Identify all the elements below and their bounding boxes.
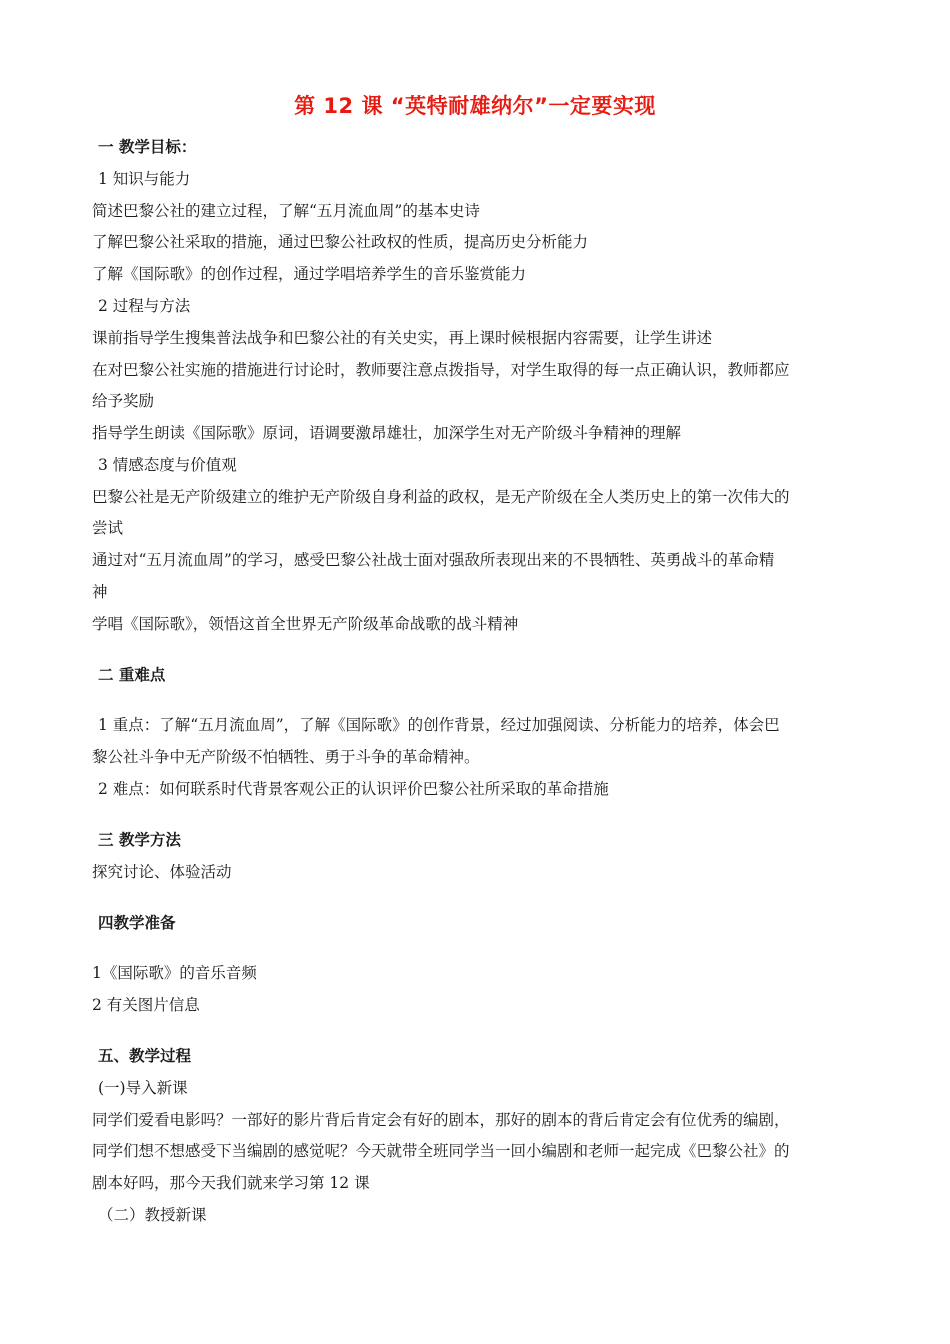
paragraph: 探究讨论、体验活动 [92,863,232,881]
paragraph: 巴黎公社是无产阶级建立的维护无产阶级自身利益的政权，是无产阶级在全人类历史上的第一次伟大的 [92,488,790,506]
paragraph: 指导学生朗读《国际歌》原词，语调要激昂雄壮，加深学生对无产阶级斗争精神的理解 [92,424,682,442]
paragraph-continued: 尝试 [92,519,124,537]
section-heading-objectives: 一 教学目标： [98,138,197,156]
page-title: 第 12 课 “英特耐雄纳尔”一定要实现 [294,94,656,118]
subheading-process: 2 过程与方法 [98,297,191,315]
subheading-intro: (一)导入新课 [98,1079,188,1097]
list-item: 2 有关图片信息 [92,996,200,1014]
section-heading-key-points: 二 重难点 [98,666,166,684]
paragraph: 在对巴黎公社实施的措施进行讨论时，教师要注意点拨指导，对学生取得的每一点正确认识，教师都应 [92,361,790,379]
subheading-knowledge: 1 知识与能力 [98,170,191,188]
paragraph-continued: 黎公社斗争中无产阶级不怕牺牲、勇于斗争的革命精神。 [92,748,480,766]
section-heading-preparation: 四教学准备 [98,914,176,932]
section-heading-process: 五、教学过程 [98,1047,192,1065]
paragraph-continued: 神 [92,583,108,601]
paragraph: 通过对“五月流血周”的学习，感受巴黎公社战士面对强敌所表现出来的不畏牺牲、英勇战斗的革命精 [92,551,775,569]
paragraph: 学唱《国际歌》，领悟这首全世界无产阶级革命战歌的战斗精神 [92,615,519,633]
paragraph: 2 难点：如何联系时代背景客观公正的认识评价巴黎公社所采取的革命措施 [98,780,609,798]
paragraph-continued: 剧本好吗，那今天我们就来学习第 12 课 [92,1174,370,1192]
paragraph: 1 重点：了解“五月流血周”，了解《国际歌》的创作背景，经过加强阅读、分析能力的培养，体会巴 [98,716,780,734]
section-heading-methods: 三 教学方法 [98,831,181,849]
paragraph: 了解《国际歌》的创作过程，通过学唱培养学生的音乐鉴赏能力 [92,265,527,283]
paragraph: 同学们爱看电影吗？一部好的影片背后肯定会有好的剧本，那好的剧本的背后肯定会有位优秀的编剧， [92,1111,790,1129]
paragraph-continued: 给予奖励 [92,392,155,410]
list-item: 1《国际歌》的音乐音频 [92,964,257,982]
paragraph: 简述巴黎公社的建立过程，了解“五月流血周”的基本史诗 [92,202,480,220]
paragraph: 课前指导学生搜集普法战争和巴黎公社的有关史实，再上课时候根据内容需要，让学生讲述 [92,329,713,347]
paragraph: 了解巴黎公社采取的措施，通过巴黎公社政权的性质，提高历史分析能力 [92,233,589,251]
paragraph-continued: 同学们想不想感受下当编剧的感觉呢？今天就带全班同学当一回小编剧和老师一起完成《巴黎公社》的 [92,1142,790,1160]
subheading-attitude: 3 情感态度与价值观 [98,456,237,474]
subheading-teaching: （二）教授新课 [98,1206,207,1224]
